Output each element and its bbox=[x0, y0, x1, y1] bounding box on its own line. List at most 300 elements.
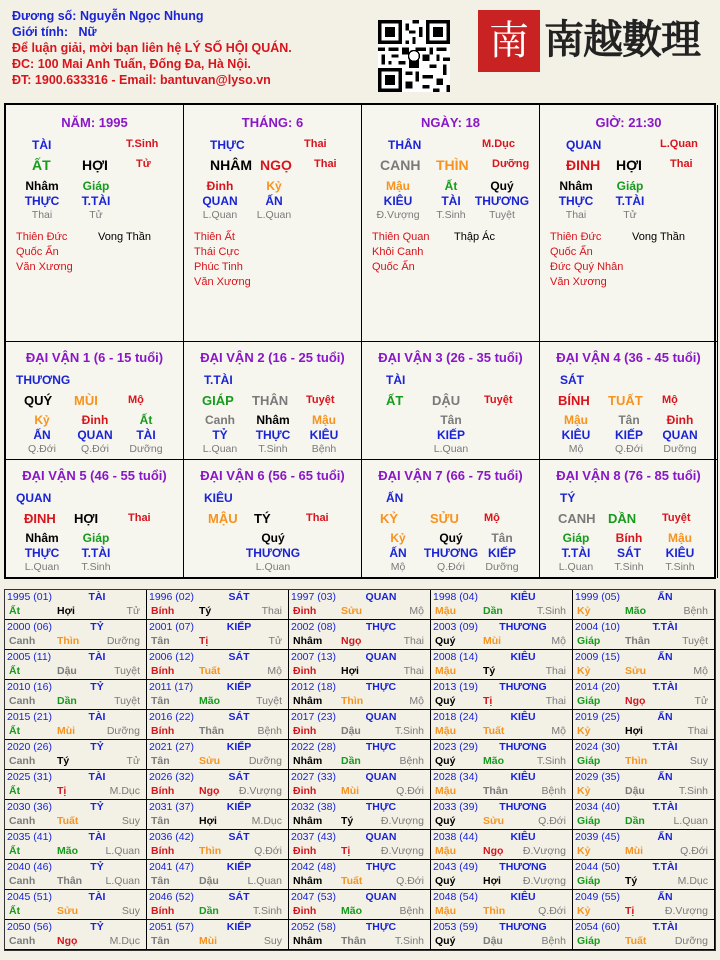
dai-van-stem: ĐINH bbox=[24, 511, 56, 526]
hidden-stage: L.Quan bbox=[255, 561, 291, 573]
year-god: THỰC bbox=[365, 621, 397, 633]
year-stage: Bệnh bbox=[257, 725, 282, 737]
pillar-god: THÂN bbox=[388, 138, 422, 152]
year-stage: M.Dục bbox=[251, 815, 282, 827]
year-god: KIẾP bbox=[226, 921, 252, 933]
year-god: TÀI bbox=[88, 651, 106, 663]
dai-van-stage: Tuyệt bbox=[306, 394, 335, 406]
year-stage: L.Quan bbox=[673, 815, 708, 827]
year-branch: Tị bbox=[483, 695, 493, 707]
year-label: 2005 (11) bbox=[7, 651, 52, 663]
year-god: T.TÀI bbox=[652, 741, 678, 753]
year-stem: Đinh bbox=[293, 905, 317, 917]
year-label: 2029 (35) bbox=[575, 771, 620, 783]
pillar-god-right: T.Sinh bbox=[126, 138, 159, 150]
dai-van-stage: Tuyệt bbox=[662, 512, 691, 524]
year-stage: T.Sinh bbox=[536, 605, 566, 617]
year-label: 2004 (10) bbox=[575, 621, 620, 633]
year-cell bbox=[431, 920, 573, 950]
pillar-god-right: M.Dục bbox=[482, 138, 515, 150]
pillar-stage: Dưỡng bbox=[492, 158, 530, 170]
year-cell bbox=[431, 650, 573, 680]
year-cell bbox=[573, 620, 715, 650]
year-branch: Tý bbox=[199, 605, 212, 617]
year-cell bbox=[289, 860, 431, 890]
hidden-god: KIẾP bbox=[487, 546, 516, 560]
annual-grid bbox=[4, 589, 716, 951]
year-branch: Tị bbox=[341, 845, 351, 857]
year-god: TÀI bbox=[88, 831, 106, 843]
year-branch: Tý bbox=[625, 875, 638, 887]
year-stem: Quý bbox=[435, 635, 456, 647]
pillar-3 bbox=[362, 105, 540, 342]
year-stage: Bệnh bbox=[541, 935, 566, 947]
year-cell bbox=[5, 620, 147, 650]
year-branch: Sửu bbox=[625, 665, 647, 677]
year-label: 1995 (01) bbox=[7, 591, 52, 603]
year-branch: Thìn bbox=[625, 755, 648, 767]
year-god: QUAN bbox=[365, 651, 397, 663]
year-label: 2032 (38) bbox=[291, 801, 336, 813]
year-cell bbox=[147, 710, 289, 740]
year-cell bbox=[573, 740, 715, 770]
year-stage: Mộ bbox=[551, 725, 566, 737]
year-stage: Đ.Vượng bbox=[380, 845, 424, 857]
year-label: 2012 (18) bbox=[291, 681, 336, 693]
year-stem: Tân bbox=[151, 695, 170, 707]
dai-van-title: ĐẠI VẬN 8 (76 - 85 tuổi) bbox=[556, 468, 701, 483]
hidden-god: KIÊU bbox=[309, 428, 339, 442]
year-label: 2011 (17) bbox=[149, 681, 194, 693]
year-god: THỰC bbox=[365, 741, 397, 753]
dai-van-stage: Mộ bbox=[128, 394, 144, 406]
year-label: 2045 (51) bbox=[7, 891, 52, 903]
phone-email-text: ĐT: 1900.633316 - Email: bantuvan@lyso.vn bbox=[12, 73, 271, 87]
year-branch: Dần bbox=[483, 605, 503, 617]
year-god: KIÊU bbox=[510, 891, 536, 903]
pillar-title: GIỜ: 21:30 bbox=[595, 115, 662, 130]
year-label: 2033 (39) bbox=[433, 801, 478, 813]
star-item: Thiên Đức bbox=[16, 231, 68, 243]
star-item: Văn Xương bbox=[16, 261, 73, 273]
year-stage: Tử bbox=[268, 635, 282, 647]
year-cell bbox=[573, 800, 715, 830]
dai-van-title: ĐẠI VẬN 6 (56 - 65 tuổi) bbox=[200, 468, 345, 483]
year-stem: Giáp bbox=[577, 695, 601, 707]
dai-van-title: ĐẠI VẬN 2 (16 - 25 tuổi) bbox=[200, 350, 345, 365]
year-label: 2009 (15) bbox=[575, 651, 620, 663]
year-god: KIÊU bbox=[510, 831, 536, 843]
year-stem: Bính bbox=[151, 845, 175, 857]
hidden-stage: T.Sinh bbox=[81, 561, 111, 573]
year-stage: Mộ bbox=[409, 605, 424, 617]
year-stage: Tuyệt bbox=[256, 695, 282, 707]
year-stem: Kỷ bbox=[577, 605, 591, 617]
hidden-god: QUAN bbox=[662, 428, 698, 442]
year-god: TỶ bbox=[90, 741, 104, 753]
year-cell bbox=[5, 770, 147, 800]
year-label: 2020 (26) bbox=[7, 741, 52, 753]
year-stem: Nhâm bbox=[293, 815, 323, 827]
hidden-stage: Mộ bbox=[390, 561, 406, 573]
year-god: KIÊU bbox=[510, 711, 536, 723]
year-cell bbox=[289, 890, 431, 920]
year-label: 2039 (45) bbox=[575, 831, 620, 843]
star-item: Thiên Quan bbox=[372, 231, 430, 243]
hidden-stage: L.Quan bbox=[24, 561, 60, 573]
dai-van-god: QUAN bbox=[16, 491, 52, 505]
hidden-stem: Nhâm bbox=[559, 179, 593, 193]
year-god: QUAN bbox=[365, 771, 397, 783]
year-branch: Hợi bbox=[199, 815, 217, 827]
year-stem: Quý bbox=[435, 815, 456, 827]
year-stage: Mộ bbox=[551, 635, 566, 647]
hidden-stage: L.Quan bbox=[202, 209, 238, 221]
year-stem: Nhâm bbox=[293, 635, 323, 647]
hidden-stage: Thai bbox=[565, 209, 587, 221]
year-stage: Bệnh bbox=[399, 755, 424, 767]
year-god: T.TÀI bbox=[652, 621, 678, 633]
year-god: ẤN bbox=[657, 711, 673, 723]
year-branch: Tuất bbox=[57, 815, 79, 827]
dai-van-branch: SỬU bbox=[430, 511, 459, 526]
year-cell bbox=[289, 920, 431, 950]
year-stem: Kỷ bbox=[577, 725, 591, 737]
year-god: T.TÀI bbox=[652, 921, 678, 933]
dai-van-title: ĐẠI VẬN 7 (66 - 75 tuổi) bbox=[378, 468, 523, 483]
year-cell bbox=[289, 710, 431, 740]
hidden-god: QUAN bbox=[202, 194, 238, 208]
year-branch: Mùi bbox=[625, 845, 644, 857]
year-stem: Đinh bbox=[293, 665, 317, 677]
dai-van-stage: Tuyệt bbox=[484, 394, 513, 406]
year-cell bbox=[289, 650, 431, 680]
dai-van-branch: MÙI bbox=[74, 393, 98, 408]
dai-van-god: T.TÀI bbox=[204, 373, 233, 387]
year-label: 2021 (27) bbox=[149, 741, 194, 753]
year-label: 2043 (49) bbox=[433, 861, 478, 873]
hidden-stage: Dưỡng bbox=[485, 561, 519, 573]
year-stage: T.Sinh bbox=[394, 725, 424, 737]
year-stage: Q.Đới bbox=[396, 875, 424, 887]
year-label: 2028 (34) bbox=[433, 771, 478, 783]
dai-van-stage: Mộ bbox=[662, 394, 678, 406]
year-cell bbox=[5, 830, 147, 860]
year-cell bbox=[573, 770, 715, 800]
year-stage: Tuyệt bbox=[114, 695, 140, 707]
year-label: 2030 (36) bbox=[7, 801, 52, 813]
year-stage: L.Quan bbox=[105, 845, 140, 857]
year-stage: Suy bbox=[121, 815, 140, 827]
hidden-stem: Mậu bbox=[564, 413, 588, 427]
year-stem: Ất bbox=[9, 725, 21, 737]
year-stage: Thai bbox=[545, 695, 566, 707]
hidden-god: THỰC bbox=[558, 194, 594, 208]
year-stem: Nhâm bbox=[293, 755, 323, 767]
year-god: KIẾP bbox=[226, 801, 252, 813]
year-label: 2014 (20) bbox=[575, 681, 620, 693]
hidden-stem: Ất bbox=[139, 413, 153, 427]
year-god: ẤN bbox=[657, 831, 673, 843]
year-stage: Tử bbox=[126, 755, 140, 767]
star-item: Phúc Tinh bbox=[194, 261, 243, 273]
year-branch: Sửu bbox=[57, 905, 79, 917]
star-item: Quốc Ấn bbox=[372, 261, 415, 273]
year-stem: Đinh bbox=[293, 725, 317, 737]
year-god: THỰC bbox=[365, 801, 397, 813]
year-label: 2017 (23) bbox=[291, 711, 336, 723]
dai-van-5 bbox=[6, 460, 184, 578]
dai-van-god: KIÊU bbox=[204, 491, 233, 505]
year-god: THƯƠNG bbox=[499, 861, 547, 873]
dai-van-title: ĐẠI VẬN 4 (36 - 45 tuổi) bbox=[556, 350, 701, 365]
year-stage: Q.Đới bbox=[538, 905, 566, 917]
year-stem: Giáp bbox=[577, 755, 601, 767]
dai-van-title: ĐẠI VẬN 3 (26 - 35 tuổi) bbox=[378, 350, 523, 365]
hidden-god: KIẾP bbox=[436, 428, 465, 442]
hidden-stem: Đinh bbox=[206, 179, 234, 193]
year-branch: Ngọ bbox=[199, 785, 220, 797]
pillars-grid bbox=[4, 103, 716, 579]
year-label: 2040 (46) bbox=[7, 861, 52, 873]
hidden-god: KIÊU bbox=[383, 194, 413, 208]
year-stem: Ất bbox=[9, 605, 21, 617]
gender-value: Nữ bbox=[78, 25, 97, 39]
year-branch: Mão bbox=[341, 905, 362, 917]
address-text: ĐC: 100 Mai Anh Tuấn, Đống Đa, Hà Nội. bbox=[12, 57, 251, 71]
year-god: QUAN bbox=[365, 831, 397, 843]
year-label: 2031 (37) bbox=[149, 801, 194, 813]
dai-van-branch: DẦN bbox=[608, 511, 637, 526]
year-stage: Bệnh bbox=[541, 785, 566, 797]
dai-van-branch: THÂN bbox=[252, 393, 289, 408]
year-god: SÁT bbox=[228, 771, 250, 783]
year-stem: Kỷ bbox=[577, 785, 591, 797]
year-stage: Thai bbox=[403, 635, 424, 647]
hidden-stage: T.Sinh bbox=[436, 209, 466, 221]
year-branch: Thân bbox=[483, 785, 509, 797]
dai-van-stem: QUÝ bbox=[24, 393, 53, 408]
dai-van-stage: Thai bbox=[306, 512, 329, 524]
pillar-title: NĂM: 1995 bbox=[61, 115, 128, 130]
pillar-stage: Thai bbox=[670, 158, 693, 170]
year-stem: Mậu bbox=[435, 785, 456, 797]
year-god: TỶ bbox=[90, 861, 104, 873]
pillar-branch: HỢI bbox=[616, 157, 642, 173]
year-branch: Tuất bbox=[483, 725, 505, 737]
year-label: 2022 (28) bbox=[291, 741, 336, 753]
year-branch: Ngọ bbox=[625, 695, 646, 707]
year-god: TÀI bbox=[88, 891, 106, 903]
hidden-stem: Bính bbox=[615, 531, 643, 545]
year-label: 2046 (52) bbox=[149, 891, 194, 903]
dai-van-god: ẤN bbox=[386, 491, 404, 505]
year-god: THỰC bbox=[365, 681, 397, 693]
year-stage: Đ.Vượng bbox=[380, 815, 424, 827]
year-god: THƯƠNG bbox=[499, 921, 547, 933]
year-stage: Suy bbox=[121, 905, 140, 917]
year-label: 2052 (58) bbox=[291, 921, 336, 933]
year-god: ẤN bbox=[657, 591, 673, 603]
hidden-stem: Kỷ bbox=[390, 531, 406, 545]
dai-van-stage: Thai bbox=[128, 512, 151, 524]
year-stem: Canh bbox=[9, 635, 36, 647]
star-item: Văn Xương bbox=[194, 276, 251, 288]
year-cell bbox=[431, 710, 573, 740]
pillar-branch: HỢI bbox=[82, 157, 108, 173]
year-label: 2007 (13) bbox=[291, 651, 336, 663]
year-god: THỰC bbox=[365, 921, 397, 933]
hidden-god: KIÊU bbox=[665, 546, 695, 560]
year-branch: Dần bbox=[57, 695, 77, 707]
year-branch: Thìn bbox=[57, 635, 80, 647]
year-branch: Thân bbox=[625, 635, 651, 647]
hidden-stem: Tân bbox=[440, 413, 462, 427]
year-cell bbox=[5, 920, 147, 950]
year-branch: Tý bbox=[57, 755, 70, 767]
year-god: ẤN bbox=[657, 771, 673, 783]
year-branch: Sửu bbox=[483, 815, 505, 827]
hidden-stem: Quý bbox=[490, 179, 514, 193]
year-god: QUAN bbox=[365, 891, 397, 903]
year-cell bbox=[147, 620, 289, 650]
year-label: 1999 (05) bbox=[575, 591, 620, 603]
year-branch: Mùi bbox=[483, 635, 502, 647]
dai-van-stem: KỶ bbox=[380, 511, 399, 526]
year-stem: Quý bbox=[435, 695, 456, 707]
year-stage: Đ.Vượng bbox=[522, 845, 566, 857]
year-branch: Tuất bbox=[199, 665, 221, 677]
year-cell bbox=[431, 770, 573, 800]
year-branch: Hợi bbox=[625, 725, 643, 737]
qr-code-icon[interactable] bbox=[378, 20, 450, 92]
year-label: 2037 (43) bbox=[291, 831, 336, 843]
year-stem: Giáp bbox=[577, 815, 601, 827]
hidden-god: ẤN bbox=[33, 428, 51, 442]
year-stem: Tân bbox=[151, 755, 170, 767]
hidden-stem: Kỷ bbox=[266, 179, 282, 193]
hidden-stem: Canh bbox=[205, 413, 235, 427]
pillar-branch: THÌN bbox=[436, 157, 469, 173]
hidden-god: THƯƠNG bbox=[423, 546, 479, 560]
year-branch: Ngọ bbox=[483, 845, 504, 857]
year-stage: Dưỡng bbox=[106, 635, 140, 647]
year-stage: Q.Đới bbox=[538, 815, 566, 827]
year-stem: Mậu bbox=[435, 725, 456, 737]
year-label: 2023 (29) bbox=[433, 741, 478, 753]
year-stem: Canh bbox=[9, 935, 36, 947]
dai-van-title: ĐẠI VẬN 5 (46 - 55 tuổi) bbox=[22, 468, 167, 483]
dai-van-8 bbox=[540, 460, 718, 578]
year-cell bbox=[573, 650, 715, 680]
year-branch: Tị bbox=[199, 635, 209, 647]
year-branch: Tị bbox=[625, 905, 635, 917]
star-item: Thiên Đức bbox=[550, 231, 602, 243]
year-stage: Mộ bbox=[409, 695, 424, 707]
year-branch: Thân bbox=[57, 875, 83, 887]
year-branch: Tuất bbox=[341, 875, 363, 887]
year-stem: Mậu bbox=[435, 605, 456, 617]
year-cell bbox=[431, 830, 573, 860]
year-cell bbox=[5, 680, 147, 710]
year-label: 2050 (56) bbox=[7, 921, 52, 933]
year-cell bbox=[289, 620, 431, 650]
year-stem: Ất bbox=[9, 905, 21, 917]
year-god: THỰC bbox=[365, 861, 397, 873]
year-god: TỶ bbox=[90, 621, 104, 633]
year-cell bbox=[147, 920, 289, 950]
year-god: KIẾP bbox=[226, 861, 252, 873]
star-item: Thập Ác bbox=[454, 231, 495, 243]
year-label: 2016 (22) bbox=[149, 711, 194, 723]
year-branch: Dậu bbox=[625, 785, 645, 797]
hidden-stem: Nhâm bbox=[256, 413, 290, 427]
hidden-stem: Mậu bbox=[668, 531, 692, 545]
year-god: T.TÀI bbox=[652, 861, 678, 873]
year-stem: Tân bbox=[151, 635, 170, 647]
year-stage: Q.Đới bbox=[254, 845, 282, 857]
dai-van-god: TÝ bbox=[560, 491, 576, 505]
dai-van-stem: BÍNH bbox=[558, 393, 590, 408]
year-stem: Kỷ bbox=[577, 665, 591, 677]
year-branch: Dậu bbox=[341, 725, 361, 737]
year-label: 2054 (60) bbox=[575, 921, 620, 933]
year-stem: Canh bbox=[9, 695, 36, 707]
hidden-stem: Nhâm bbox=[25, 531, 59, 545]
year-stage: Đ.Vượng bbox=[238, 785, 282, 797]
year-branch: Mùi bbox=[199, 935, 218, 947]
year-cell bbox=[147, 770, 289, 800]
year-stage: Thai bbox=[545, 665, 566, 677]
year-label: 2044 (50) bbox=[575, 861, 620, 873]
hidden-stage: L.Quan bbox=[433, 443, 469, 455]
year-stem: Giáp bbox=[577, 875, 601, 887]
year-cell bbox=[147, 800, 289, 830]
year-branch: Mão bbox=[199, 695, 220, 707]
star-item: Vong Thần bbox=[632, 231, 686, 243]
year-cell bbox=[5, 740, 147, 770]
star-item: Đức Quý Nhân bbox=[550, 261, 624, 273]
year-god: ẤN bbox=[657, 651, 673, 663]
year-cell bbox=[431, 620, 573, 650]
year-stage: Q.Đới bbox=[396, 785, 424, 797]
year-label: 2010 (16) bbox=[7, 681, 52, 693]
hidden-stem: Quý bbox=[261, 531, 285, 545]
pillar-stage: Tử bbox=[136, 158, 151, 170]
year-branch: Sửu bbox=[341, 605, 363, 617]
year-cell bbox=[289, 740, 431, 770]
year-stage: Bệnh bbox=[399, 905, 424, 917]
year-cell bbox=[573, 590, 715, 620]
year-label: 1996 (02) bbox=[149, 591, 194, 603]
dai-van-stem: GIÁP bbox=[202, 393, 234, 408]
year-god: QUAN bbox=[365, 711, 397, 723]
year-stem: Bính bbox=[151, 605, 175, 617]
year-stage: Đ.Vượng bbox=[664, 905, 708, 917]
year-stage: Đ.Vượng bbox=[522, 875, 566, 887]
hidden-god: SÁT bbox=[617, 546, 641, 560]
year-branch: Thân bbox=[199, 725, 225, 737]
year-label: 2042 (48) bbox=[291, 861, 336, 873]
year-god: KIÊU bbox=[510, 591, 536, 603]
year-stem: Bính bbox=[151, 905, 175, 917]
year-stage: Tử bbox=[126, 605, 140, 617]
year-god: TỶ bbox=[90, 801, 104, 813]
hidden-god: THƯƠNG bbox=[245, 546, 301, 560]
year-branch: Tý bbox=[483, 665, 496, 677]
year-label: 2041 (47) bbox=[149, 861, 194, 873]
header-info bbox=[12, 8, 372, 88]
